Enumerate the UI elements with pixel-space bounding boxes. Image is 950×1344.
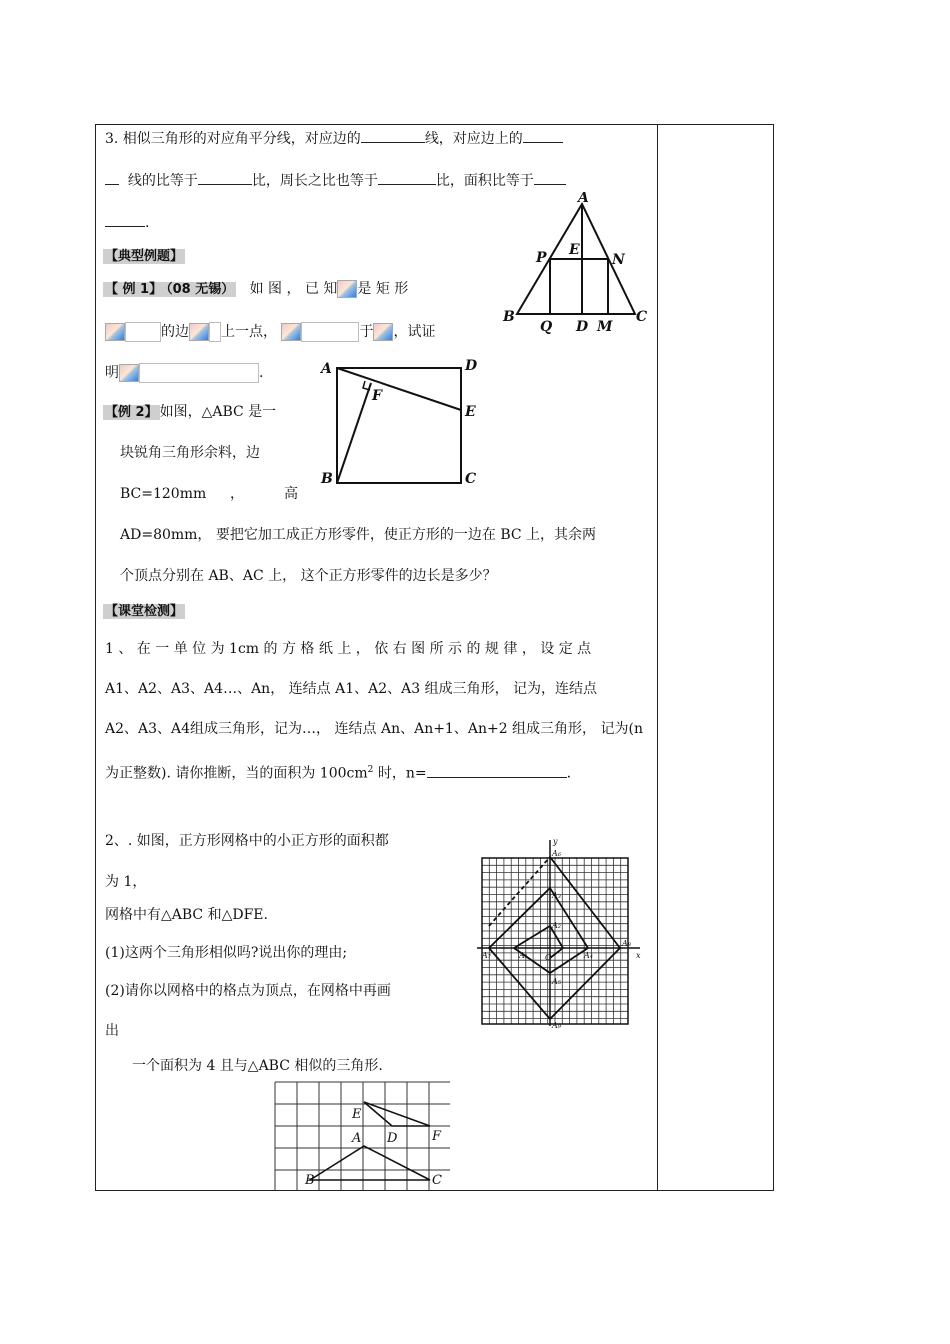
label-b: B bbox=[321, 471, 333, 487]
label-e: E bbox=[465, 404, 476, 420]
formula-image-icon bbox=[337, 280, 357, 298]
label-a: A bbox=[578, 192, 589, 206]
label-a: A bbox=[352, 1131, 362, 1146]
formula-image-icon bbox=[189, 323, 209, 341]
label-d: D bbox=[465, 358, 478, 374]
example2-line5: 个顶点分别在 AB、AC 上， 这个正方形零件的边长是多少？ bbox=[120, 568, 497, 584]
svg-text:y: y bbox=[553, 837, 558, 846]
dashed-line bbox=[489, 857, 550, 926]
example2-line2: 块锐角三角形余料，边 bbox=[120, 445, 260, 461]
label-q: Q bbox=[540, 319, 553, 335]
label-m: M bbox=[597, 319, 613, 335]
example2-line4: AD=80mm， 要把它加工成正方形零件，使正方形的一边在 BC 上，其余两 bbox=[120, 527, 597, 543]
triangle-figure bbox=[500, 192, 655, 337]
section-examples-heading: 【典型例题】 bbox=[105, 249, 184, 264]
table-divider bbox=[657, 124, 658, 1191]
section-check-heading: 【课堂检测】 bbox=[105, 604, 184, 619]
check1-line1: 1 、 在 一 单 位 为 1cm 的 方 格 纸 上 ， 依 右 图 所 示 的 规 律 ， 设 定 点 bbox=[105, 641, 592, 657]
label-d: D bbox=[576, 319, 589, 335]
triangle-dfe bbox=[364, 1102, 430, 1126]
check2-line7: 一个面积为 4 且与△ABC 相似的三角形. bbox=[132, 1058, 383, 1074]
svg-text:x: x bbox=[636, 951, 641, 960]
formula-image-icon bbox=[119, 364, 139, 382]
check2-line5: (2)请你以网格中的格点为顶点，在网格中再画 bbox=[105, 983, 391, 999]
label-f: F bbox=[372, 388, 382, 404]
triangle-abc bbox=[310, 1146, 430, 1180]
label-c: C bbox=[636, 309, 648, 325]
label-e: E bbox=[352, 1107, 362, 1122]
formula-image-icon bbox=[281, 323, 301, 341]
svg-text:A₇: A₇ bbox=[482, 951, 491, 960]
example1-line2: 的边 上一点， 于 ，试证 bbox=[105, 322, 435, 342]
check2-line3: 网格中有△ABC 和△DFE. bbox=[105, 907, 268, 923]
label-b: B bbox=[305, 1173, 315, 1188]
svg-text:O: O bbox=[545, 953, 552, 962]
check2-line1: 2、. 如图，正方形网格中的小正方形的面积都 bbox=[105, 833, 389, 849]
example2-line3: BC=120mm ， 高 bbox=[120, 486, 298, 502]
spiral-grid-figure bbox=[472, 836, 647, 1030]
similar-triangles-grid bbox=[272, 1080, 452, 1192]
inscribed-rectangle bbox=[550, 259, 608, 314]
check1-line2: A1、A2、A3、A4…、An， 连结点 A1、A2、A3 组成三角形， 记为，连结点 bbox=[105, 681, 598, 697]
label-n: N bbox=[612, 252, 625, 268]
svg-text:A₃: A₃ bbox=[552, 891, 561, 900]
segment-ae bbox=[337, 368, 461, 410]
label-b: B bbox=[503, 309, 515, 325]
check2-line2: 为 1， bbox=[105, 874, 147, 890]
label-f: F bbox=[432, 1129, 442, 1144]
label-c: C bbox=[432, 1173, 442, 1188]
svg-text:A₈: A₈ bbox=[622, 939, 631, 948]
q3-line2: 线的比等于 比，周长之比也等于 比，面积比等于 bbox=[105, 170, 566, 191]
check2-line4: (1)这两个三角形相似吗?说出你的理由; bbox=[105, 945, 348, 961]
svg-text:A₆: A₆ bbox=[552, 849, 561, 858]
label-c: C bbox=[465, 471, 477, 487]
svg-text:A₂: A₂ bbox=[552, 921, 561, 930]
label-a: A bbox=[321, 361, 332, 377]
example1-line3: 明 . bbox=[105, 365, 264, 381]
svg-text:A₁: A₁ bbox=[519, 951, 528, 960]
svg-text:A₄: A₄ bbox=[584, 951, 593, 960]
check1-line4: 为正整数). 请你推断，当的面积为 $100cm^2$ 时，n= . bbox=[105, 760, 571, 784]
formula-image-icon bbox=[105, 323, 125, 341]
q3-line3: . bbox=[105, 212, 149, 233]
formula-image-icon bbox=[373, 323, 393, 341]
svg-text:A₉: A₉ bbox=[552, 1021, 561, 1030]
segment-bf bbox=[337, 383, 371, 483]
label-p: P bbox=[536, 250, 547, 266]
label-d: D bbox=[387, 1131, 398, 1146]
svg-text:A₅: A₅ bbox=[552, 977, 561, 986]
check2-line6: 出 bbox=[105, 1023, 119, 1039]
label-e: E bbox=[569, 242, 580, 258]
example1-line1: 【 例 1】 （08 无锡） 如 图 ， 已 知 是 矩 形 bbox=[105, 281, 409, 297]
rectangle-figure bbox=[315, 354, 480, 489]
example2-line1: 【例 2】 如图，△ABC 是一 bbox=[105, 404, 277, 420]
check1-line3: A2、A3、A4组成三角形，记为…， 连结点 An、An+1、An+2 组成三角形， 记为(n bbox=[105, 721, 643, 737]
q3-line1: 3. 相似三角形的对应角平分线，对应边的 线，对应边上的 bbox=[105, 128, 563, 149]
